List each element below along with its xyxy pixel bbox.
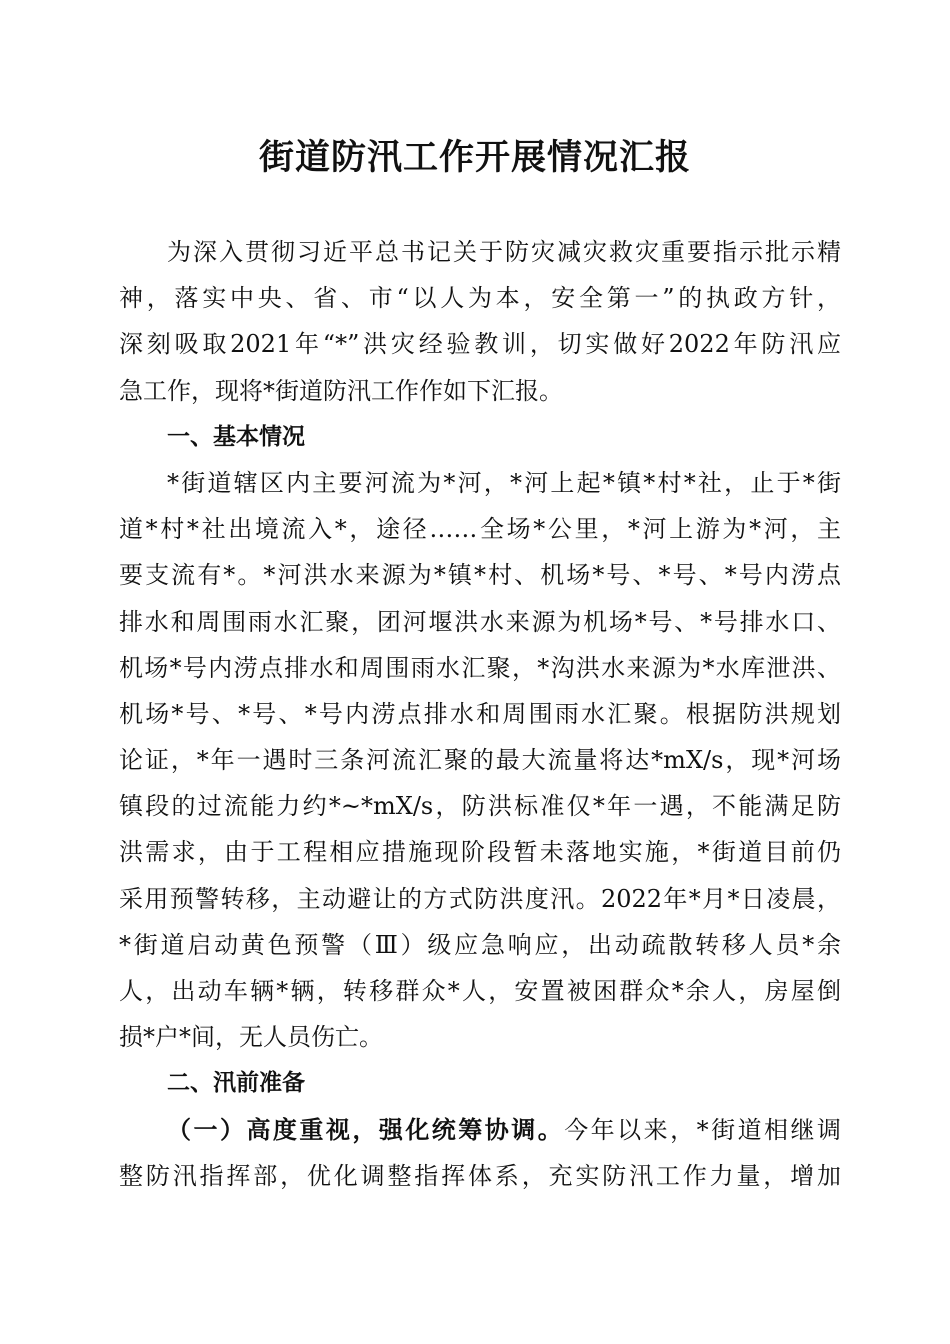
paragraph-line: 损*户*间，无人员伤亡。 (119, 1023, 383, 1052)
subsection-first-line (119, 1107, 841, 1153)
paragraph-line: 洪需求，由于工程相应措施现阶段暂未落地实施，*街道目前仍 (119, 838, 841, 867)
section-heading-basic-situation: 一、基本情况 (167, 423, 305, 450)
intro-line: 神，落实中央、省、市“以人为本，安全第一”的执政方针， (119, 284, 841, 313)
subsection-heading: （一）高度重视，强化统筹协调。 (167, 1114, 565, 1144)
intro-line: 为深入贯彻习近平总书记关于防灾减灾救灾重要指示批示精 (167, 238, 841, 266)
paragraph-line: *街道辖区内主要河流为*河，*河上起*镇*村*社，止于*街 (167, 468, 841, 497)
intro-line: 深刻吸取2021年“*”洪灾经验教训，切实做好2022年防汛应 (119, 330, 841, 359)
paragraph-line: 论证，*年一遇时三条河流汇聚的最大流量将达*mX/s，现*河场 (119, 746, 841, 775)
subsection-text: 今年以来，*街道相继调 (564, 1115, 841, 1144)
paragraph-line: 要支流有*。*河洪水来源为*镇*村、机场*号、*号、*号内涝点 (119, 561, 841, 590)
paragraph-line: 镇段的过流能力约*~*mX/s，防洪标准仅*年一遇，不能满足防 (119, 792, 841, 821)
paragraph-line: 排水和周围雨水汇聚，团河堰洪水来源为机场*号、*号排水口、 (119, 607, 841, 636)
document-title: 街道防汛工作开展情况汇报 (258, 137, 691, 178)
paragraph-line: 采用预警转移，主动避让的方式防洪度汛。2022年*月*日凌晨， (119, 884, 841, 913)
intro-line: 急工作，现将*街道防汛工作作如下汇报。 (119, 376, 563, 405)
paragraph-line: 道*村*社出境流入*，途径……全场*公里，*河上游为*河，主 (119, 515, 841, 544)
document-body (119, 229, 841, 1199)
paragraph-line: 机场*号、*号、*号内涝点排水和周围雨水汇聚。根据防洪规划 (119, 699, 841, 728)
section-heading-pre-flood-preparation: 二、汛前准备 (167, 1070, 305, 1097)
paragraph-line: 机场*号内涝点排水和周围雨水汇聚，*沟洪水来源为*水库泄洪、 (119, 653, 841, 682)
paragraph-line: *街道启动黄色预警（Ⅲ）级应急响应，出动疏散转移人员*余 (119, 930, 841, 959)
paragraph-line: 人，出动车辆*辆，转移群众*人，安置被困群众*余人，房屋倒 (119, 977, 841, 1005)
paragraph-line: 整防汛指挥部，优化调整指挥体系，充实防汛工作力量，增加 (119, 1161, 841, 1190)
